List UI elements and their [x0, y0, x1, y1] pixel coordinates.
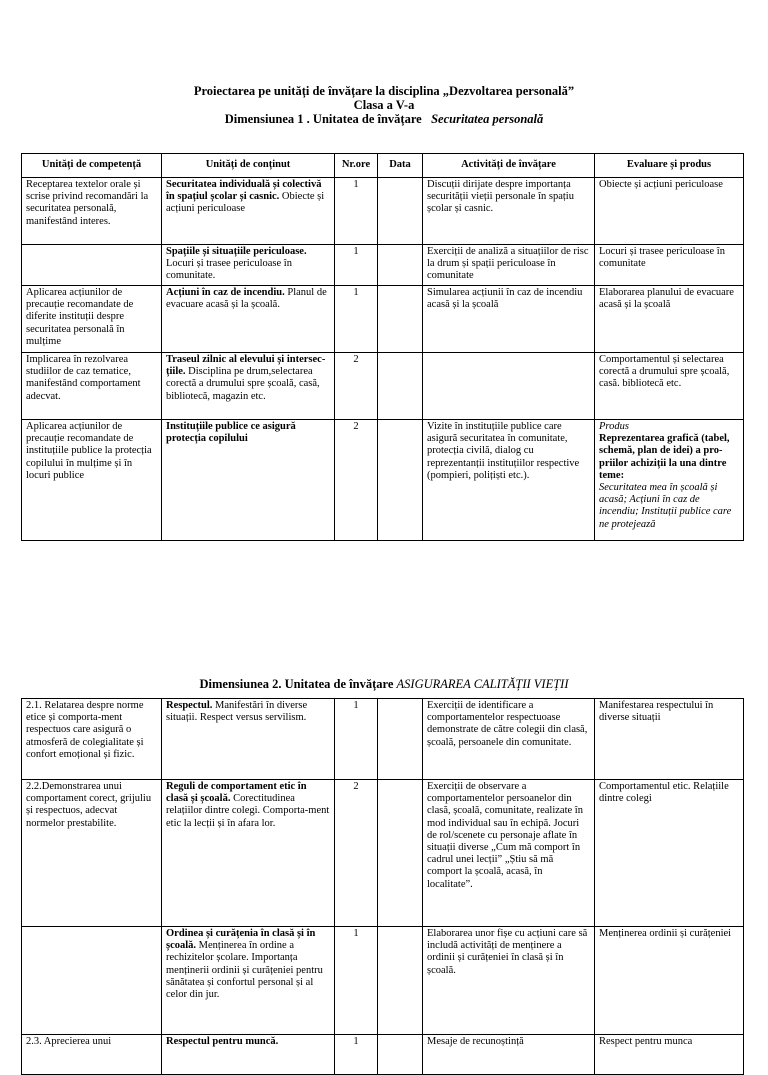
evaluation-cell: Obiecte și acțiuni periculoase: [595, 178, 744, 245]
activities-cell: Discuții dirijate despre importanța securității vieții personale în spațiu școlar și casnic.: [423, 178, 595, 245]
evaluation-cell: Comportamentul și selectarea corectă a drumului spre școală, casă. bibliotecă etc.: [595, 353, 744, 420]
activities-cell: Elaborarea unor fișe cu acțiuni care să includă activități de menținere a ordinii și curățeniei în clasă și în școală.: [423, 927, 595, 1035]
competence-cell: Implicarea în rezolvarea studiilor de caz tematice, manifestând comportament adecvat.: [22, 353, 162, 420]
activities-cell: [423, 353, 595, 420]
content-text: Menținerea în ordine a rechizitelor școlare. Importanța menținerii ordinii și curățeniei pentru sănătatea și confortul personal și al celor din jur.: [166, 940, 323, 1001]
date-cell: [378, 927, 423, 1035]
dimension2-heading: [0, 677, 768, 691]
header-activities: Activități de învățare: [423, 154, 595, 178]
evaluation-cell: Menținerea ordinii și curățeniei: [595, 927, 744, 1035]
content-cell: [162, 245, 335, 286]
class-label: Clasa a V-a: [353, 98, 415, 112]
dimension2-topic: ASIGURAREA CALITĂȚII VIEȚII: [396, 677, 569, 691]
content-title: Instituțiile publice ce asigură protecția copilului: [166, 421, 296, 445]
content-cell: [162, 699, 335, 780]
date-cell: [378, 420, 423, 541]
activities-cell: Simularea acțiunii în caz de incendiu acasă și la școală: [423, 286, 595, 353]
content-cell: [162, 178, 335, 245]
hours-cell: 1: [335, 245, 378, 286]
evaluation-cell: Locuri și trasee periculoase în comunitate: [595, 245, 744, 286]
activities-cell: Vizite în instituțiile publice care asigură securitatea în comunitate, protecția civilă, dialog cu reprezentanții instituțiilor respective (pompieri, polițiști etc.).: [423, 420, 595, 541]
hours-cell: 2: [335, 780, 378, 927]
evaluation-cell: Respect pentru munca: [595, 1035, 744, 1075]
planning-table-1: [21, 153, 744, 541]
content-cell: [162, 286, 335, 353]
evaluation-cell: Elaborarea planului de evacuare acasă și la școală: [595, 286, 744, 353]
date-cell: [378, 353, 423, 420]
content-title: Respectul pentru muncă.: [166, 1036, 279, 1047]
hours-cell: 1: [335, 927, 378, 1035]
hours-cell: 1: [335, 1035, 378, 1075]
content-title: Securitatea individuală și colectivă în spațiul școlar și casnic.: [166, 179, 322, 203]
activities-cell: Mesaje de recunoștință: [423, 1035, 595, 1075]
content-text: Locuri și trasee periculoase în comunitate.: [166, 258, 292, 282]
table-row: [22, 1035, 744, 1075]
product-description: Reprezentarea grafică (tabel, schemă, plan de idei) a pro-priilor achiziții la una dintre teme:: [599, 433, 730, 481]
content-text: Disciplina pe drum,selectarea corectă a drumului spre școală, casă, bibliotecă, magazin etc.: [166, 366, 320, 402]
header-hours: Nr.ore: [335, 154, 378, 178]
competence-cell: 2.2.Demonstrarea unui comportament corect, grijuliu și respectuos, adecvat normelor prestabilite.: [22, 780, 162, 927]
hours-cell: 1: [335, 178, 378, 245]
planning-table-2: [21, 698, 744, 1075]
competence-cell: 2.3. Aprecierea unui: [22, 1035, 162, 1075]
content-title: Spațiile și situațiile periculoase.: [166, 246, 307, 257]
table-row: [22, 286, 744, 353]
table-header-row: [22, 154, 744, 178]
date-cell: [378, 1035, 423, 1075]
competence-cell: 2.1. Relatarea despre norme etice și comporta-ment respectuos care asigură o atmosferă de colegialitate și confort emoțional și fizic.: [22, 699, 162, 780]
hours-cell: 1: [335, 699, 378, 780]
competence-cell: Aplicarea acțiunilor de precauție recomandate de diferite instituții despre securitatea personală în mulțime: [22, 286, 162, 353]
content-cell: [162, 927, 335, 1035]
content-title: Respectul.: [166, 700, 213, 711]
content-text: Planul de evacuare acasă și la școală.: [166, 287, 327, 311]
activities-cell: Exerciții de identificare a comportamentelor respectuoase demonstrate de către colegii din clasă, școală, persoanele din comunitate.: [423, 699, 595, 780]
activities-cell: Exerciții de analiză a situațiilor de risc la drum și spații periculoase în comunitate: [423, 245, 595, 286]
content-text: Corectitudinea relațiilor dintre colegi. Comporta-ment etic la lecții și în afara lor.: [166, 793, 330, 829]
dimension2-prefix: Dimensiunea 2. Unitatea de învățare: [199, 677, 394, 691]
dimension1-prefix: Dimensiunea 1 . Unitatea de învățare: [224, 112, 422, 126]
hours-cell: 1: [335, 286, 378, 353]
table-row: [22, 420, 744, 541]
hours-cell: 2: [335, 353, 378, 420]
content-text: Manifestări în diverse situații. Respect versus servilism.: [166, 700, 308, 724]
content-text: Obiecte și acțiuni periculoase: [166, 191, 325, 215]
date-cell: [378, 245, 423, 286]
competence-cell: [22, 927, 162, 1035]
hours-cell: 2: [335, 420, 378, 541]
header-competence: Unități de competență: [22, 154, 162, 178]
document-title: Proiectarea pe unități de învățare la disciplina „Dezvoltarea personală”: [193, 84, 575, 98]
content-title: Traseul zilnic al elevului și intersec-țiile.: [166, 354, 326, 378]
table-row: [22, 178, 744, 245]
activities-cell: Exerciții de observare a comportamentelor persoanelor din clasă, școală, comunitate, realizate în mod individual sau în echipă. Jocuri de rol/scenete cu personaje aflate în situații diverse „Cum mă comport în cadrul unei lecții” „Știu să mă comport la școală, acasă, în localitate”.: [423, 780, 595, 927]
dimension1-topic: Securitatea personală: [431, 112, 544, 126]
content-cell: [162, 420, 335, 541]
content-title: Acțiuni în caz de incendiu.: [166, 287, 285, 298]
product-topics: Securitatea mea în școală și acasă; Acțiuni în caz de incendiu; Instituții publice care ne protejează: [599, 482, 732, 530]
date-cell: [378, 286, 423, 353]
competence-cell: Receptarea textelor orale și scrise privind recomandări la securitatea personală, manifestând interes.: [22, 178, 162, 245]
table-row: [22, 780, 744, 927]
table-row: [22, 927, 744, 1035]
header-date: Data: [378, 154, 423, 178]
table-row: [22, 353, 744, 420]
date-cell: [378, 780, 423, 927]
dimension1-heading: [0, 112, 768, 126]
date-cell: [378, 699, 423, 780]
evaluation-cell: [595, 420, 744, 541]
evaluation-cell: Comportamentul etic. Relațiile dintre colegi: [595, 780, 744, 927]
content-title: Reguli de comportament etic în clasă și școală.: [166, 781, 307, 805]
product-label: Produs: [599, 421, 629, 432]
competence-cell: Aplicarea acțiunilor de precauție recomandate de instituțiile publice la protecția copilului în mulțime și în locuri publice: [22, 420, 162, 541]
content-title: Ordinea și curățenia în clasă și în școală.: [166, 928, 316, 952]
table-row: [22, 245, 744, 286]
header-evaluation: Evaluare și produs: [595, 154, 744, 178]
table-row: [22, 699, 744, 780]
evaluation-cell: Manifestarea respectului în diverse situații: [595, 699, 744, 780]
header-content: Unități de conținut: [162, 154, 335, 178]
content-cell: [162, 1035, 335, 1075]
date-cell: [378, 178, 423, 245]
content-cell: [162, 780, 335, 927]
content-cell: [162, 353, 335, 420]
competence-cell: [22, 245, 162, 286]
